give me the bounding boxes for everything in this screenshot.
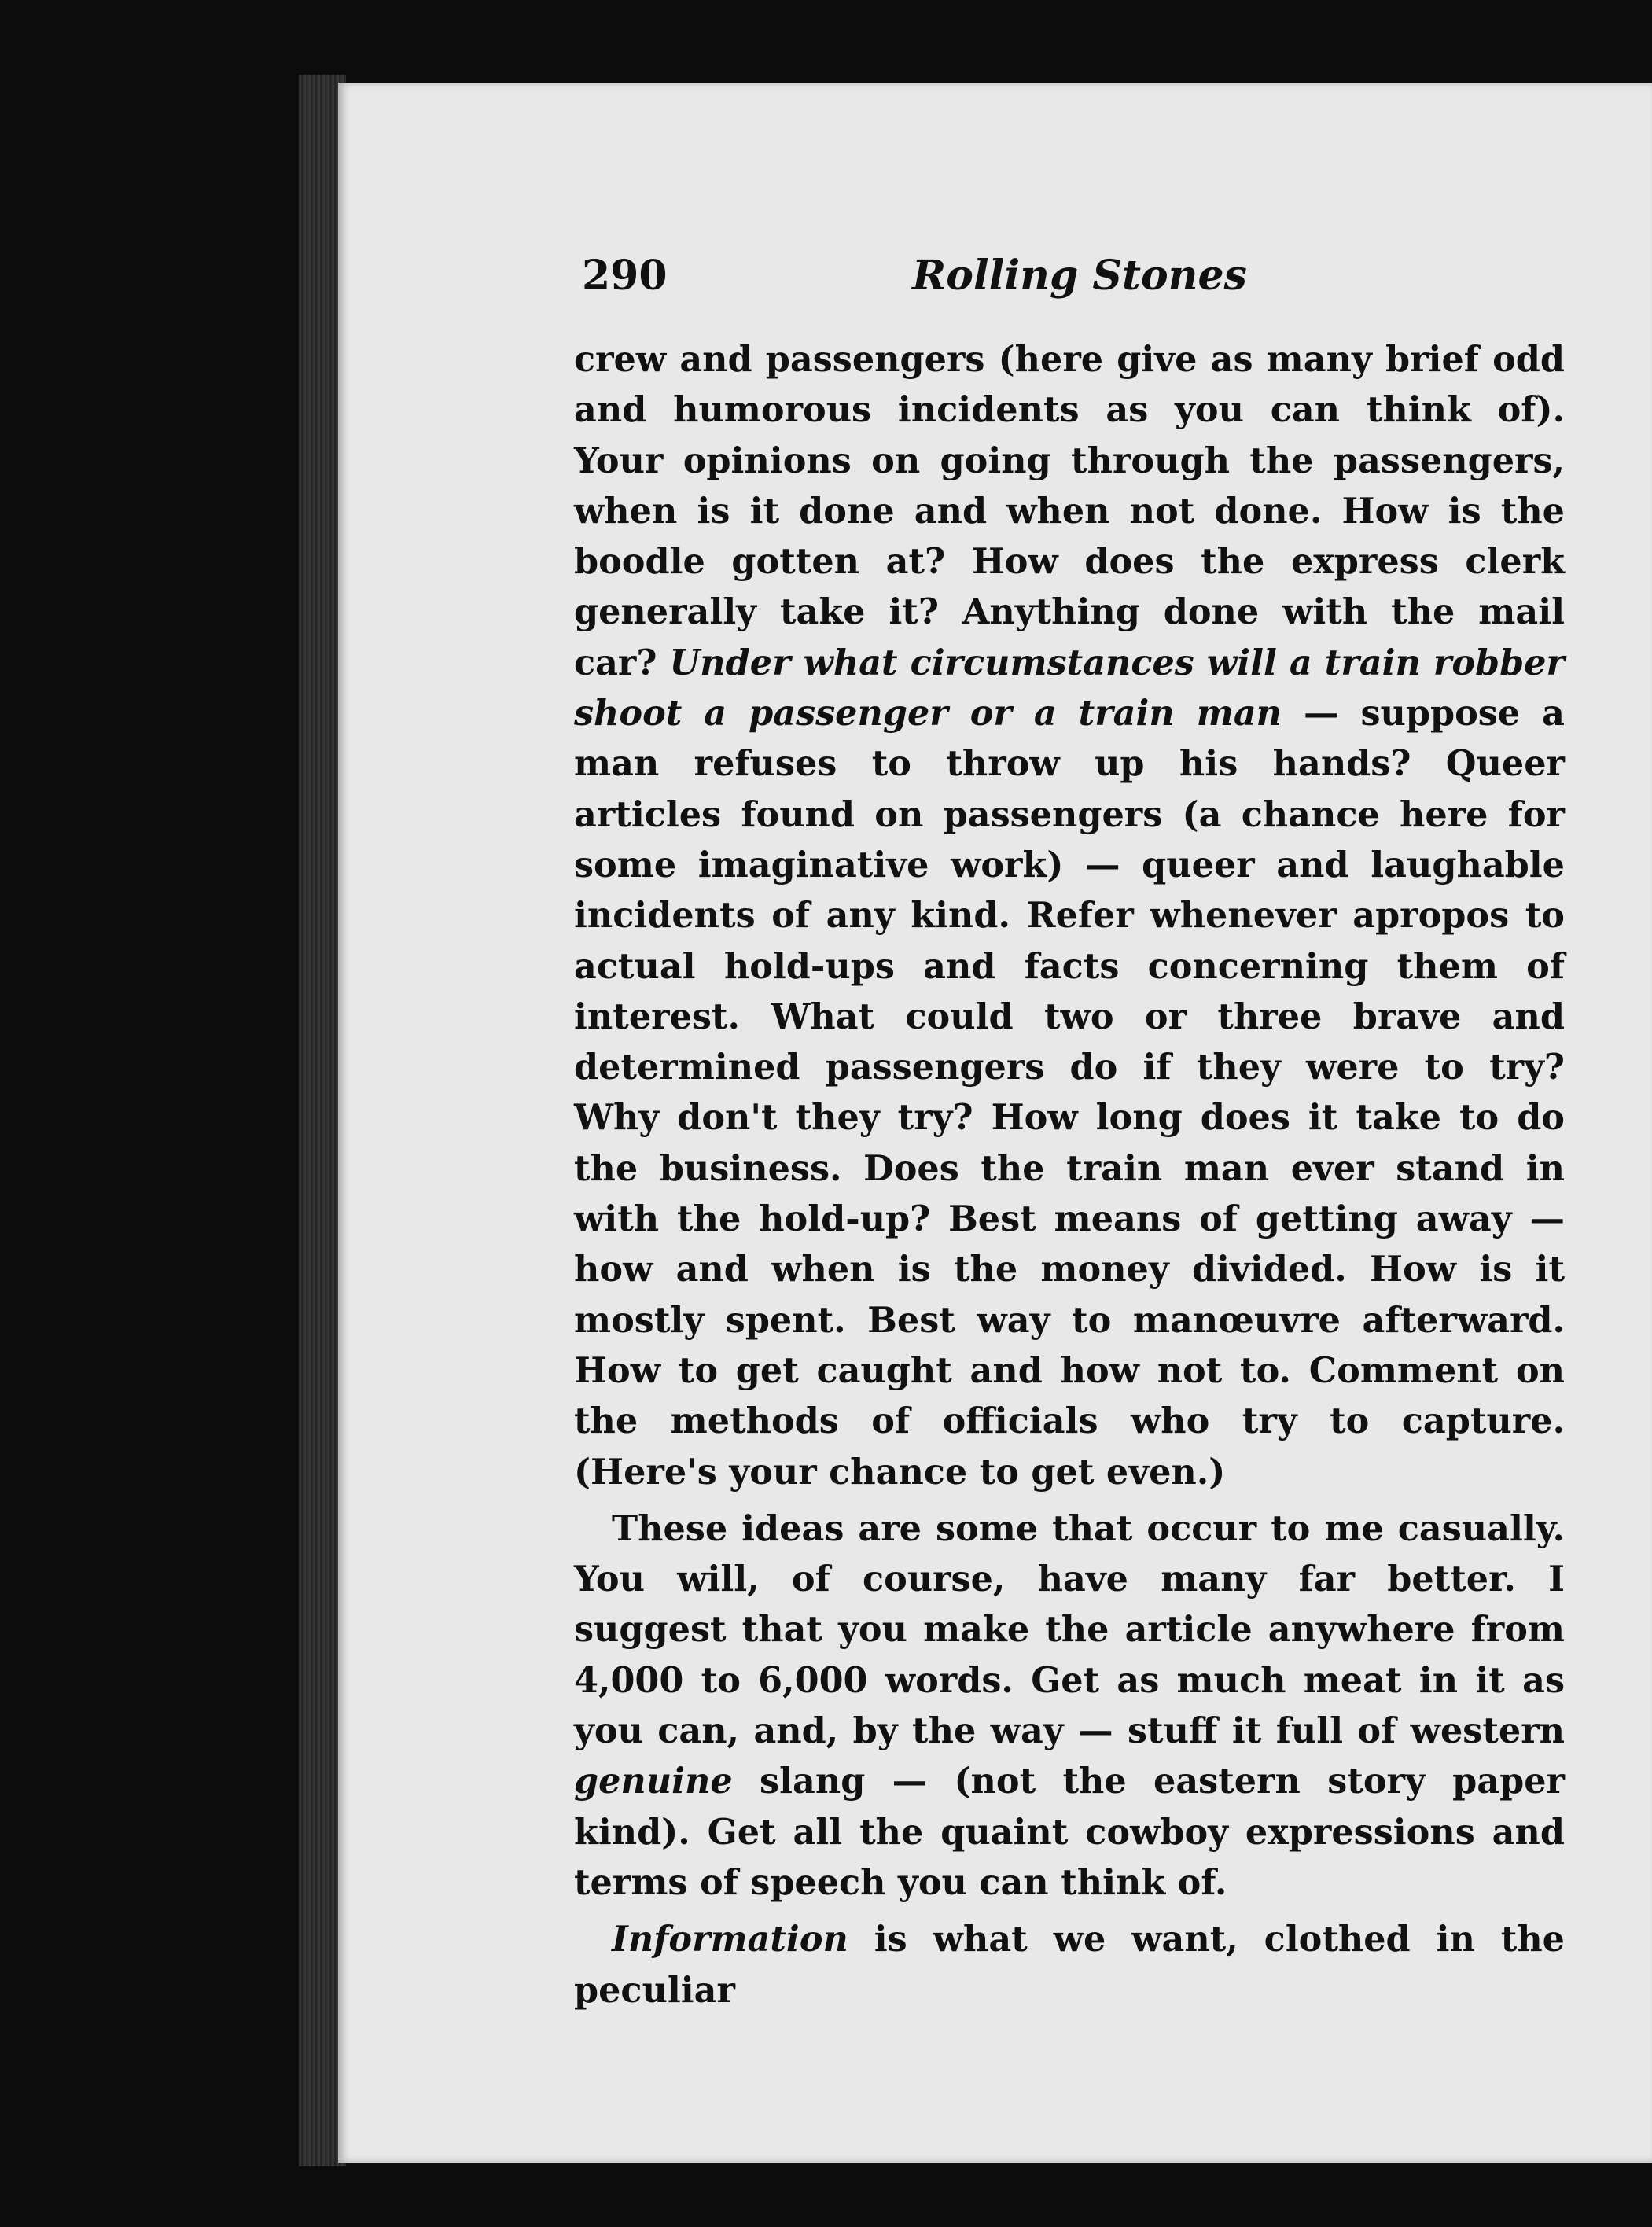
paragraph-2 [574, 1504, 1565, 1908]
text-run: crew and passengers (here give as many brief odd and humorous incidents as you can think of). Your opinions on going through the passengers, when is it done and when not done. How is the boodle gotten at? How does the express clerk generally take it? Anything done with the mail car? [574, 339, 1565, 683]
italic-word: Information [612, 1919, 848, 1960]
text-run: is what we want, clothed in the peculiar [574, 1919, 1565, 2011]
italic-phrase: Under what circumstances will a train robber shoot a passenger or a train man [574, 642, 1565, 734]
paragraph-1 [574, 334, 1565, 1497]
book-title: Rolling Stones [912, 252, 1247, 300]
running-head [582, 252, 1565, 322]
text-run: These ideas are some that occur to me casually. You will, of course, have many far better. I suggest that you make the article anywhere from 4,000 to 6,000 words. Get as much meat in it as you can, and, by the way — stuff it full of western [574, 1507, 1565, 1752]
page-sheet [338, 83, 1652, 2163]
italic-word: genuine [574, 1761, 733, 1802]
body-text [574, 334, 1565, 2015]
paragraph-3 [574, 1914, 1565, 2015]
text-run: slang — (not the eastern story paper kind). Get all the quaint cowboy expressions and terms of speech you can think of. [574, 1761, 1565, 1903]
page-number: 290 [582, 252, 668, 300]
text-run: — suppose a man refuses to throw up his hands? Queer articles found on passengers (a chance here for some imaginative work) — queer and laughable incidents of any kind. Refer whenever apropos to actual hold-ups and facts concerning them of interest. What could two or three brave and determined passengers do if they were to try? Why don't they try? How long does it take to do the business. Does the train man ever stand in with the hold-up? Best means of getting away — how and when is the money divided. How is it mostly spent. Best way to manœuvre afterward. How to get caught and how not to. Comment on the methods of officials who try to capture. (Here's your chance to get even.) [574, 693, 1565, 1493]
